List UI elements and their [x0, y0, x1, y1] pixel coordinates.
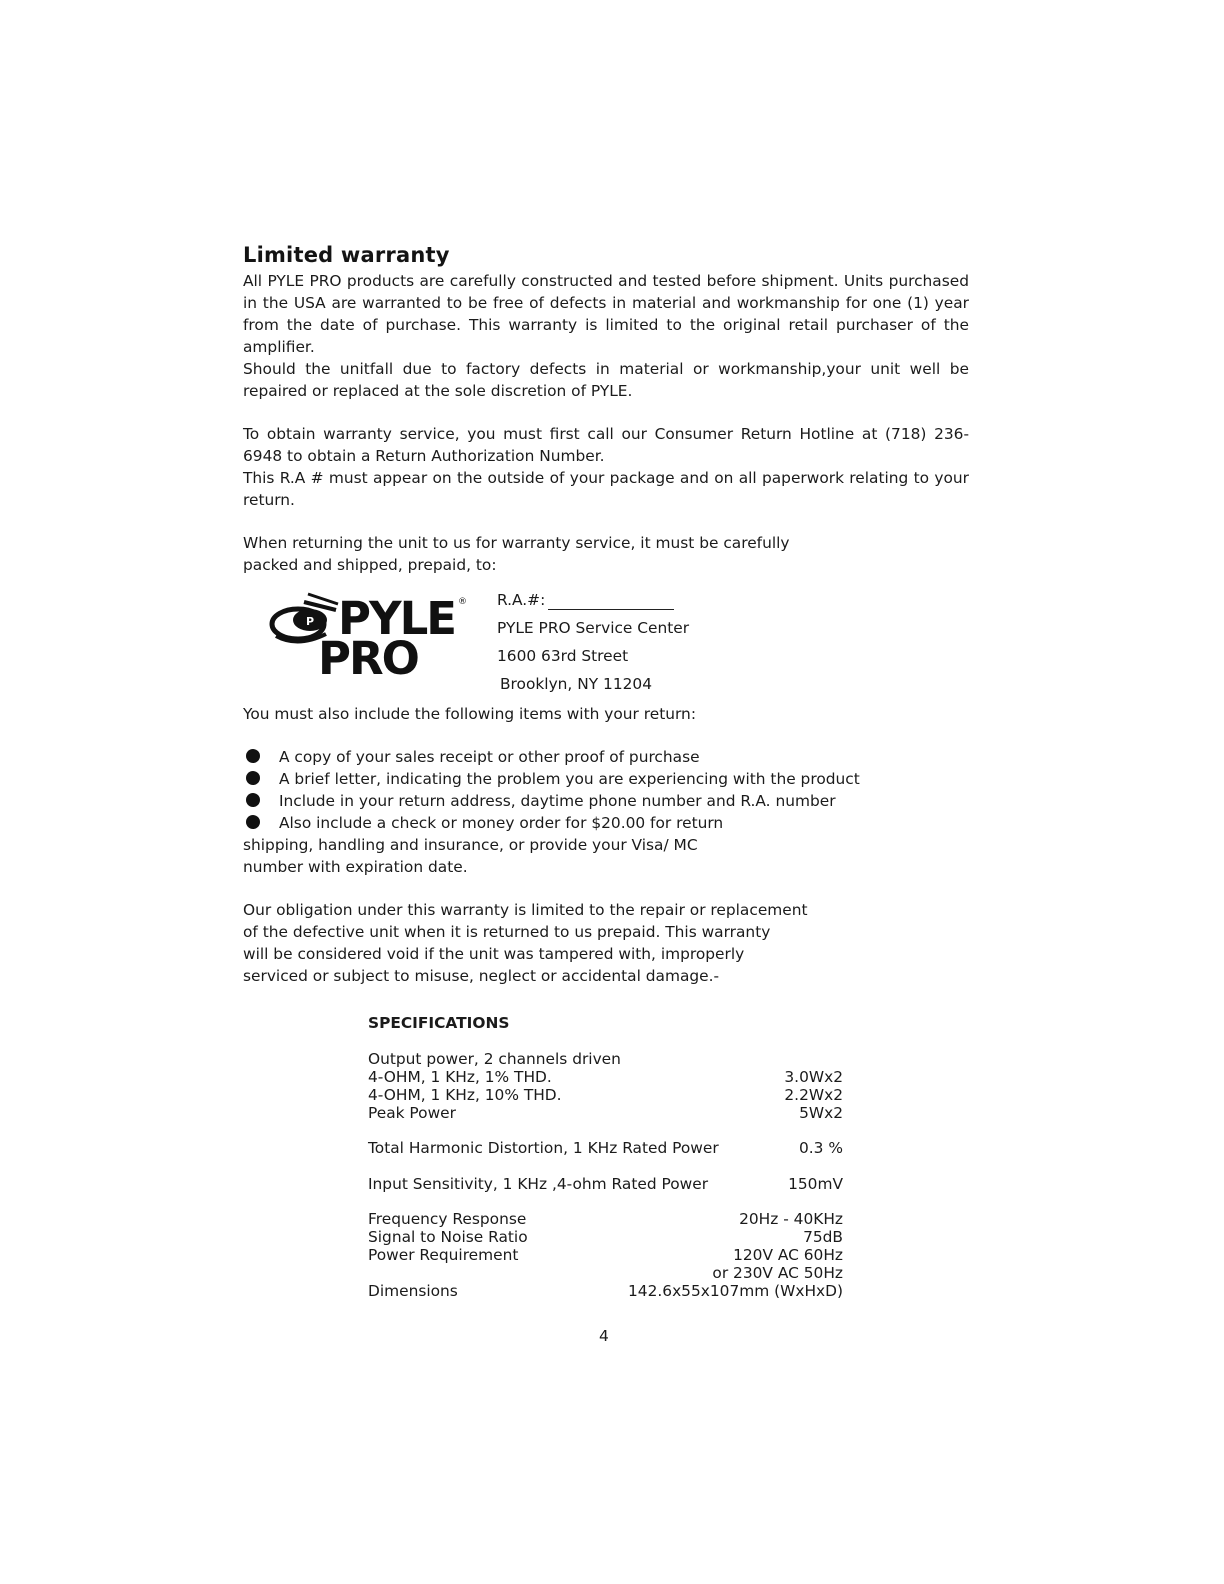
pyle-pro-logo	[268, 590, 478, 680]
spec-label: Total Harmonic Distortion, 1 KHz Rated Power	[368, 1139, 719, 1157]
spec-label: Peak Power	[368, 1104, 456, 1122]
spec-value: 75dB	[803, 1228, 843, 1246]
spec-value: 120V AC 60Hz	[733, 1246, 843, 1264]
return-items-intro: You must also include the following items with your return:	[243, 705, 697, 723]
spec-label: Input Sensitivity, 1 KHz ,4-ohm Rated Power	[368, 1175, 709, 1193]
spec-output-header: Output power, 2 channels driven	[368, 1050, 621, 1068]
warranty-paragraph-3a: To obtain warranty service, you must first call our Consumer Return Hotline at (718) 236-6948 to obtain a Return Authorization Number.	[243, 425, 969, 465]
specifications-heading: SPECIFICATIONS	[368, 1014, 510, 1032]
ra-number-label: R.A.#:	[497, 591, 546, 609]
obligation-line-4: serviced or subject to misuse, neglect or accidental damage.-	[243, 967, 720, 985]
bullet-item-letter: A brief letter, indicating the problem you are experiencing with the product	[279, 770, 860, 788]
bullet-continuation-line-2: number with expiration date.	[243, 858, 468, 876]
pyle-pro-emblem-icon	[268, 590, 478, 680]
bullet-icon	[246, 771, 260, 785]
warranty-paragraph-3b: This R.A # must appear on the outside of your package and on all paperwork relating to your return.	[243, 469, 969, 509]
spec-label: Frequency Response	[368, 1210, 527, 1228]
warranty-paragraph-1: All PYLE PRO products are carefully constructed and tested before shipment. Units purchased in the USA are warranted to be free of defects in material and workmanship for one (1) year from the date of purchase. This warranty is limited to the original retail purchaser of the amplifier.	[243, 272, 969, 356]
warranty-paragraph-2: Should the unitfall due to factory defects in material or workmanship,your unit well be repaired or replaced at the sole discretion of PYLE.	[243, 360, 969, 400]
shipping-instruction-line-1: When returning the unit to us for warranty service, it must be carefully	[243, 534, 790, 552]
obligation-line-3: will be considered void if the unit was tampered with, improperly	[243, 945, 745, 963]
svg-text:®: ®	[458, 597, 467, 607]
spec-label: 4-OHM, 1 KHz, 1% THD.	[368, 1068, 552, 1086]
svg-text:P: P	[305, 615, 315, 628]
spec-value: or 230V AC 50Hz	[712, 1264, 843, 1282]
spec-value: 5Wx2	[799, 1104, 843, 1122]
bullet-icon	[246, 749, 260, 763]
service-center-name: PYLE PRO Service Center	[497, 619, 690, 637]
page-number: 4	[599, 1327, 609, 1345]
bullet-item-address: Include in your return address, daytime phone number and R.A. number	[279, 792, 836, 810]
svg-text:PRO: PRO	[318, 632, 418, 680]
obligation-line-2: of the defective unit when it is returned to us prepaid. This warranty	[243, 923, 771, 941]
spec-label: Power Requirement	[368, 1246, 519, 1264]
service-center-city: Brooklyn, NY 11204	[500, 675, 652, 693]
spec-label: Signal to Noise Ratio	[368, 1228, 528, 1246]
shipping-instruction-line-2: packed and shipped, prepaid, to:	[243, 556, 497, 574]
spec-value: 142.6x55x107mm (WxHxD)	[628, 1282, 843, 1300]
page-title: Limited warranty	[243, 243, 450, 267]
svg-text:PYLE: PYLE	[338, 592, 455, 645]
spec-value: 20Hz - 40KHz	[739, 1210, 843, 1228]
spec-label: Dimensions	[368, 1282, 458, 1300]
spec-value: 2.2Wx2	[784, 1086, 843, 1104]
spec-label: 4-OHM, 1 KHz, 10% THD.	[368, 1086, 562, 1104]
bullet-icon	[246, 793, 260, 807]
obligation-line-1: Our obligation under this warranty is limited to the repair or replacement	[243, 901, 808, 919]
spec-value: 0.3 %	[799, 1139, 843, 1157]
spec-value: 150mV	[788, 1175, 843, 1193]
bullet-icon	[246, 815, 260, 829]
service-center-street: 1600 63rd Street	[497, 647, 629, 665]
bullet-item-payment: Also include a check or money order for $20.00 for return	[279, 814, 724, 832]
bullet-item-receipt: A copy of your sales receipt or other proof of purchase	[279, 748, 700, 766]
bullet-continuation-line-1: shipping, handling and insurance, or provide your Visa/ MC	[243, 836, 698, 854]
spec-value: 3.0Wx2	[784, 1068, 843, 1086]
ra-number-blank-line	[548, 609, 674, 610]
